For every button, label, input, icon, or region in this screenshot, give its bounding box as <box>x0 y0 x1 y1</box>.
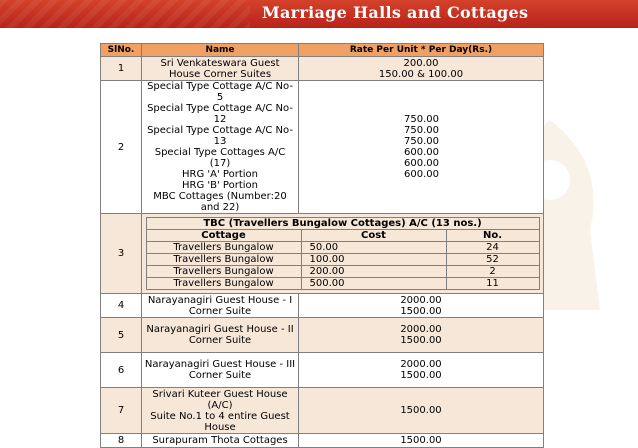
tbc-header-row <box>146 230 539 242</box>
row-name <box>142 81 299 214</box>
rate-value: 600.00 <box>404 169 439 180</box>
tbc-cottage: Travellers Bungalow <box>146 266 301 278</box>
name-line: Special Type Cottages A/C (17) <box>154 147 286 169</box>
row-name: Narayanagiri Guest House - I Corner Suite <box>142 294 299 318</box>
rate-value: 600.00 <box>404 158 439 169</box>
table-header-row <box>101 44 544 57</box>
tbc-cost: 50.00 <box>301 242 446 254</box>
name-line: HRG 'A' Portion <box>182 169 258 180</box>
tbc-cottage: Travellers Bungalow <box>146 254 301 266</box>
row-rates <box>299 318 544 353</box>
tbc-title: TBC (Travellers Bungalow Cottages) A/C (13 nos.) <box>146 218 539 230</box>
row-slno: 1 <box>101 57 142 81</box>
rate-value: 1500.00 <box>400 335 442 346</box>
rate-value: 2000.00 <box>400 324 442 335</box>
tbc-row <box>146 278 539 290</box>
tbc-table <box>146 217 540 290</box>
page-banner <box>0 0 638 28</box>
row-name <box>142 388 299 434</box>
name-line: Corner Suite <box>188 370 252 381</box>
row-slno: 4 <box>101 294 142 318</box>
tbc-no: 52 <box>446 254 539 266</box>
table-row <box>101 388 544 434</box>
tbc-row <box>146 254 539 266</box>
row-name <box>142 353 299 388</box>
row-rates <box>299 388 544 434</box>
tbc-no: 2 <box>446 266 539 278</box>
row-slno: 6 <box>101 353 142 388</box>
row-name <box>142 318 299 353</box>
table-row <box>101 318 544 353</box>
page-title: Marriage Halls and Cottages <box>262 3 529 22</box>
name-line: Special Type Cottage A/C No-12 <box>147 103 293 125</box>
tbc-cost: 200.00 <box>301 266 446 278</box>
row-rates <box>299 434 544 448</box>
tbc-cost: 100.00 <box>301 254 446 266</box>
name-line: Corner Suite <box>188 335 252 346</box>
rate-value: 1500.00 <box>400 405 442 416</box>
table-row <box>101 214 544 294</box>
header-rate: Rate Per Unit * Per Day(Rs.) <box>299 44 544 57</box>
rate-value: 1500.00 <box>400 370 442 381</box>
table-row <box>101 294 544 318</box>
table-row <box>101 81 544 214</box>
name-line: Special Type Cottage A/C No-5 <box>147 81 293 103</box>
name-line: MBC Cottages (Number:20 and 22) <box>153 191 287 213</box>
header-name: Name <box>142 44 299 57</box>
tbc-row <box>146 266 539 278</box>
row-name: Surapuram Thota Cottages <box>142 434 299 448</box>
tbc-header-cost: Cost <box>301 230 446 242</box>
tbc-row <box>146 242 539 254</box>
table-row <box>101 57 544 81</box>
header-slno: SlNo. <box>101 44 142 57</box>
name-line: Narayanagiri Guest House - II <box>146 324 294 335</box>
rate-value: 600.00 <box>404 147 439 158</box>
rate-value: 2000.00 <box>400 359 442 370</box>
tbc-header-no: No. <box>446 230 539 242</box>
tbc-cottage: Travellers Bungalow <box>146 242 301 254</box>
rate-value: 1500.00 <box>400 435 442 446</box>
rate-value: 200.00 <box>403 57 439 69</box>
row-rates <box>299 57 544 81</box>
row-name: Sri Venkateswara Guest House Corner Suites <box>142 57 299 81</box>
rate-value: 1500.00 <box>400 305 442 317</box>
rate-value: 750.00 <box>404 125 439 136</box>
row-slno: 5 <box>101 318 142 353</box>
row-slno: 3 <box>101 214 142 294</box>
banner-pattern <box>0 0 250 28</box>
name-line: Suite No.1 to 4 entire Guest House <box>150 410 290 433</box>
rate-value: 750.00 <box>404 114 439 125</box>
tbc-no: 11 <box>446 278 539 290</box>
table-row <box>101 434 544 448</box>
tbc-cottage: Travellers Bungalow <box>146 278 301 290</box>
halls-rates-table <box>100 43 544 448</box>
tbc-title-row <box>146 218 539 230</box>
tbc-cost: 500.00 <box>301 278 446 290</box>
rate-value: 2000.00 <box>400 294 442 306</box>
tbc-cell <box>142 214 544 294</box>
row-rates <box>299 81 544 214</box>
rate-value: 750.00 <box>404 136 439 147</box>
rate-value: 150.00 & 100.00 <box>378 68 464 80</box>
row-slno: 8 <box>101 434 142 448</box>
name-line: HRG 'B' Portion <box>182 180 258 191</box>
row-rates <box>299 353 544 388</box>
table-row <box>101 353 544 388</box>
row-slno: 7 <box>101 388 142 434</box>
name-line: Special Type Cottage A/C No-13 <box>147 125 293 147</box>
row-rates <box>299 294 544 318</box>
name-line: Srivari Kuteer Guest House (A/C) <box>152 388 288 411</box>
row-slno: 2 <box>101 81 142 214</box>
tbc-no: 24 <box>446 242 539 254</box>
tbc-header-cottage: Cottage <box>146 230 301 242</box>
name-line: Narayanagiri Guest House - III <box>144 359 296 370</box>
